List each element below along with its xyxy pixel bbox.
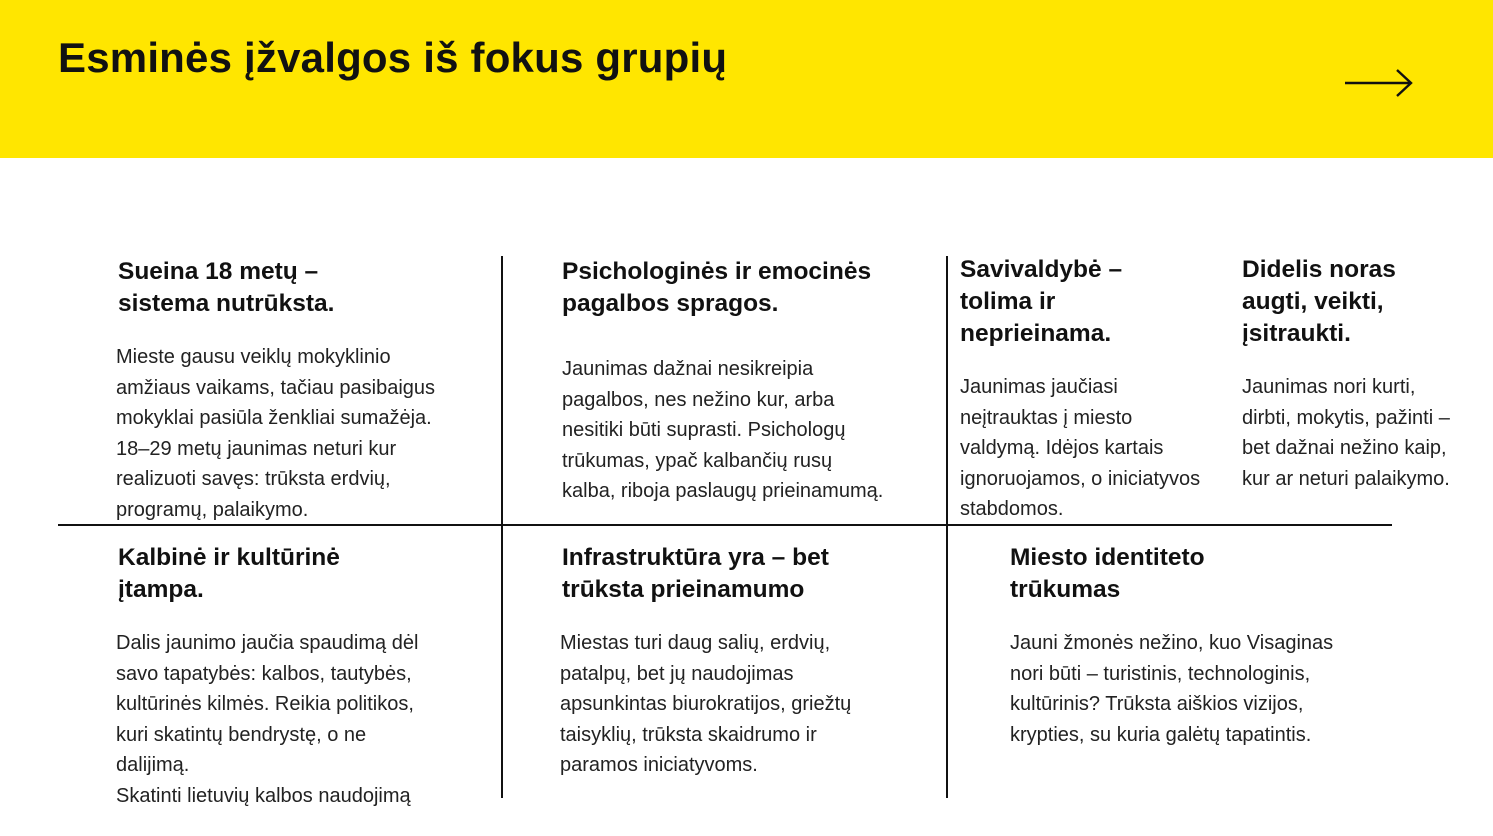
insight-card: [960, 254, 1240, 520]
insight-card: [562, 256, 942, 502]
insight-card: [1010, 542, 1410, 746]
column-divider: [946, 256, 948, 798]
insight-text: Jaunimas nori kurti, dirbti, mokytis, pažinti – bet dažnai nežino kaip, kur ar neturi palaikymo.: [1242, 376, 1450, 490]
insight-text: Mieste gausu veiklų mokyklinio amžiaus vaikams, tačiau pasibaigus mokyklai pasiūla ženkliai sumažėja. 18–29 metų jaunimas neturi kur realizuoti savęs: trūksta erdvių, programų, palaikymo.: [116, 346, 436, 521]
header-banner: [0, 0, 1493, 158]
insight-heading: Kalbinė ir kultūrinė įtampa.: [118, 544, 340, 603]
page-title: Esminės įžvalgos iš fokus grupių: [58, 34, 728, 81]
insight-text: Miestas turi daug salių, erdvių, patalpų, bet jų naudojimas apsunkintas biurokratijos, griežtų taisyklių, trūksta skaidrumo ir paramos iniciatyvoms.: [560, 632, 852, 776]
insight-card: [1242, 254, 1492, 490]
arrow-right-icon[interactable]: [1344, 68, 1414, 98]
insight-text: Jaunimas dažnai nesikreipia pagalbos, nes nežino kur, arba nesitiki būti suprasti. Psichologų trūkumas, ypač kalbančių rusų kalba, riboja paslaugų prieinamumą.: [562, 358, 884, 502]
insight-heading: Savivaldybė – tolima ir neprieinama.: [960, 256, 1123, 347]
insight-heading: Sueina 18 metų – sistema nutrūksta.: [118, 258, 335, 317]
insight-card: [116, 542, 498, 807]
insight-heading: Infrastruktūra yra – bet trūksta prieinamumo: [562, 544, 829, 603]
insight-card: [116, 256, 498, 521]
insight-text: Dalis jaunimo jaučia spaudimą dėl savo tapatybės: kalbos, tautybės, kultūrinės kilmės. Reikia politikos, kuri skatintų bendrystę, o ne dalijimą. Skatinti lietuvių kalbos naudojimą: [116, 632, 419, 807]
insight-card: [560, 542, 942, 776]
column-divider: [501, 256, 503, 798]
insight-text: Jauni žmonės nežino, kuo Visaginas nori būti – turistinis, technologinis, kultūrinis? Trūksta aiškios vizijos, krypties, su kuria galėtų tapatintis.: [1010, 632, 1334, 746]
insight-heading: Psichologinės ir emocinės pagalbos spragos.: [562, 258, 872, 317]
insight-text: Jaunimas jaučiasi neįtrauktas į miesto valdymą. Idėjos kartais ignoruojamos, o iniciatyvos stabdomos.: [960, 376, 1201, 520]
insight-heading: Didelis noras augti, veikti, įsitraukti.: [1242, 256, 1396, 347]
insight-heading: Miesto identiteto trūkumas: [1010, 544, 1205, 603]
